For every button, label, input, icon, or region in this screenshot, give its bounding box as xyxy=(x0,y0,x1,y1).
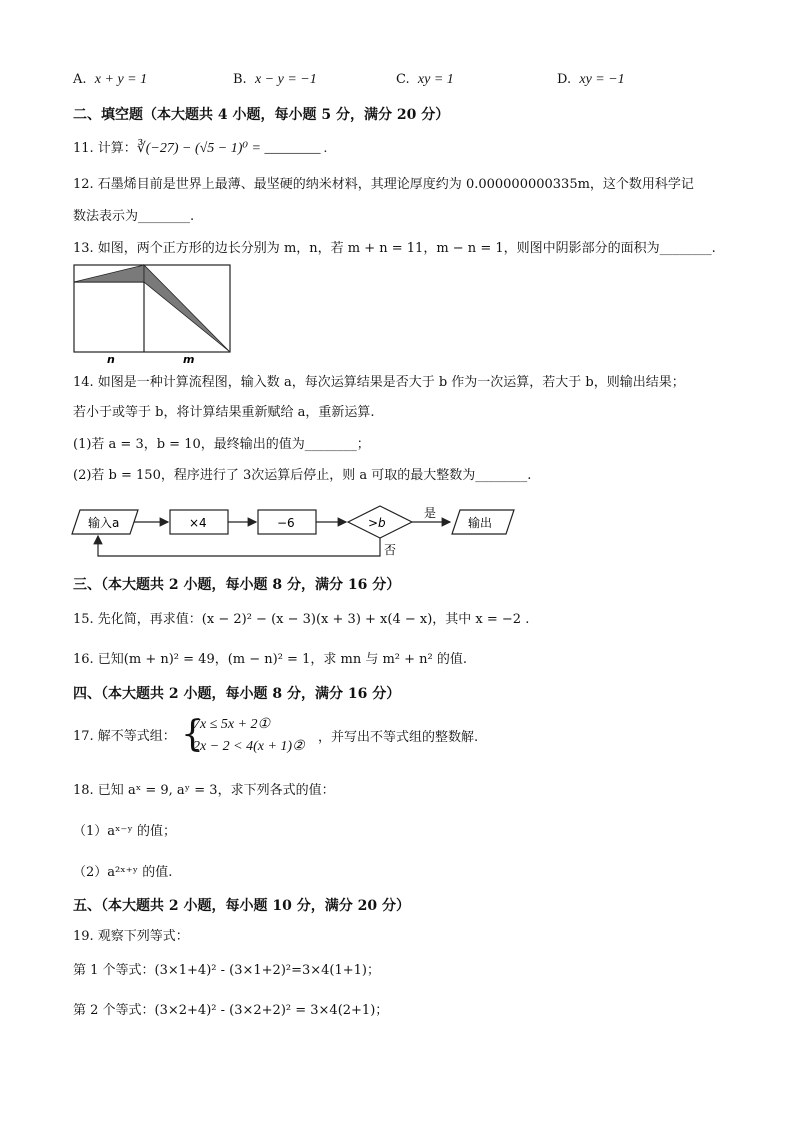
question-18-part2: （2）a²ˣ⁺ʸ 的值. xyxy=(73,865,173,880)
q13-squares-figure xyxy=(73,262,233,366)
question-15: 15. 先化简，再求值：(x − 2)² − (x − 3)(x + 3) + x(4 − x)，其中 x = −2 . xyxy=(73,612,530,627)
section-heading-3: 三、（本大题共 2 小题，每小题 8 分，满分 16 分） xyxy=(73,577,401,593)
question-14-part2: (2)若 b = 150，程序进行了 3次运算后停止，则 a 可取的最大整数为________. xyxy=(73,468,532,483)
question-12-line2: 数法表示为________. xyxy=(73,209,195,224)
question-14-line2: 若小于或等于 b，将计算结果重新赋给 a，重新运算. xyxy=(73,405,375,420)
q14-flowchart xyxy=(70,502,520,564)
question-12-line1: 12. 石墨烯目前是世界上最薄、最坚硬的纳米材料，其理论厚度约为 0.000000000335m，这个数用科学记 xyxy=(73,177,694,192)
question-11: 11. 计算：∛(−27) − (√5 − 1)⁰ = ________ . xyxy=(73,141,328,156)
shaded-triangle-right xyxy=(144,265,230,352)
question-13: 13. 如图，两个正方形的边长分别为 m，n，若 m + n = 11，m − n = 1，则图中阴影部分的面积为________. xyxy=(73,241,716,256)
flow-multiply-label: ×4 xyxy=(189,516,207,530)
flow-output-label: 输出 xyxy=(468,516,493,530)
flow-no-label: 否 xyxy=(384,543,397,557)
inequality-1: 7x ≤ 5x + 2① xyxy=(193,717,271,732)
flow-yes-label: 是 xyxy=(424,506,437,520)
flow-input-label: 输入a xyxy=(88,516,120,530)
section-heading-2: 二、填空题（本大题共 4 小题，每小题 5 分，满分 20 分） xyxy=(73,107,450,123)
question-18-part1: （1）aˣ⁻ʸ 的值； xyxy=(73,824,177,839)
label-m: m xyxy=(183,353,195,366)
question-14-part1: (1)若 a = 3，b = 10，最终输出的值为________； xyxy=(73,437,370,452)
loop-back-arrow xyxy=(98,536,380,556)
question-19: 19. 观察下列等式： xyxy=(73,929,189,944)
question-19-eq1: 第 1 个等式：(3×1+4)² - (3×1+2)²=3×4(1+1)； xyxy=(73,963,381,978)
shaded-triangle-left xyxy=(74,265,144,282)
option-a: A. x + y = 1 xyxy=(73,72,148,87)
label-n: n xyxy=(107,353,115,366)
question-19-eq2: 第 2 个等式：(3×2+4)² - (3×2+2)² = 3×4(2+1)； xyxy=(73,1003,389,1018)
section-heading-5: 五、（本大题共 2 小题，每小题 10 分，满分 20 分） xyxy=(73,898,410,914)
question-18: 18. 已知 aˣ = 9, aʸ = 3，求下列各式的值： xyxy=(73,783,335,798)
question-16: 16. 已知(m + n)² = 49，(m − n)² = 1，求 mn 与 m² + n² 的值. xyxy=(73,652,467,667)
section-heading-4: 四、（本大题共 2 小题，每小题 8 分，满分 16 分） xyxy=(73,686,401,702)
option-c: C. xy = 1 xyxy=(396,72,454,87)
question-14-line1: 14. 如图是一种计算流程图，输入数 a，每次运算结果是否大于 b 作为一次运算，若大于 b，则输出结果； xyxy=(73,375,685,390)
question-17-suffix: ，并写出不等式组的整数解. xyxy=(318,730,479,745)
flow-subtract-label: −6 xyxy=(277,516,295,530)
option-d: D. xy = −1 xyxy=(557,72,625,87)
system-brace: { xyxy=(181,714,204,755)
option-b: B. x − y = −1 xyxy=(233,72,317,87)
question-17-prefix: 17. 解不等式组： xyxy=(73,729,176,744)
flow-compare-label: >b xyxy=(368,516,386,530)
inequality-2: 2x − 2 < 4(x + 1)② xyxy=(193,739,305,754)
